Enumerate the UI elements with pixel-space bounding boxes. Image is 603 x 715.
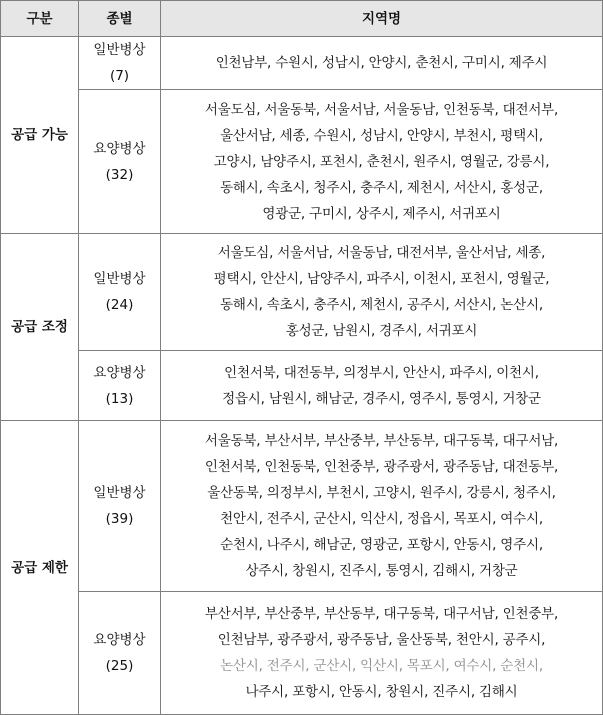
region-line: 인천남부, 광주광서, 광주동남, 울산동북, 천안시, 공주시,	[217, 632, 546, 649]
category-cell: 공급 가능	[1, 37, 79, 234]
table-row	[1, 90, 603, 234]
type-count: (7)	[109, 68, 130, 85]
type-count: (13)	[105, 390, 134, 407]
table-row	[1, 350, 603, 420]
type-count: (24)	[105, 297, 134, 313]
type-name: 일반병상	[93, 42, 146, 59]
table-row	[1, 234, 603, 351]
region-line: 울산동북, 의정부시, 부천시, 고양시, 원주시, 강릉시, 청주시,	[207, 485, 556, 502]
region-line: 서울동북, 부산서부, 부산중부, 부산동부, 대구동북, 대구서남,	[204, 433, 559, 450]
region-line: 논산시, 전주시, 군산시, 익산시, 목포시, 여수시, 순천시,	[220, 658, 543, 675]
region-line: 동해시, 속초시, 청주시, 충주시, 제천시, 서산시, 홍성군,	[220, 179, 543, 196]
region-line: 순천시, 나주시, 해남군, 영광군, 포항시, 안동시, 영주시,	[220, 537, 543, 554]
region-line: 동해시, 속초시, 충주시, 제천시, 공주시, 서산시, 논산시,	[220, 297, 543, 313]
type-name: 요양병상	[93, 632, 146, 649]
type-cell	[79, 37, 161, 90]
region-line: 나주시, 포항시, 안동시, 창원시, 진주시, 김해시	[245, 684, 518, 701]
table-row	[1, 37, 603, 90]
regions-cell	[161, 592, 603, 715]
type-name: 요양병상	[93, 140, 146, 157]
type-count: (25)	[105, 658, 134, 675]
type-name: 일반병상	[93, 271, 146, 287]
region-line: 서울도심, 서울서남, 서울동남, 대전서부, 울산서남, 세종,	[217, 245, 546, 261]
region-line: 상주시, 창원시, 진주시, 통영시, 김해시, 거창군	[245, 563, 518, 580]
category-cell: 공급 제한	[1, 421, 79, 715]
region-line: 인천서북, 대전동부, 의정부시, 안산시, 파주시, 이천시,	[224, 364, 539, 381]
region-line: 서울도심, 서울동북, 서울서남, 서울동남, 인천동북, 대전서부,	[204, 101, 559, 118]
region-line: 홍성군, 남원시, 경주시, 서귀포시	[285, 323, 478, 339]
type-count: (39)	[105, 511, 134, 528]
region-line: 울산서남, 세종, 수원시, 성남시, 안양시, 부천시, 평택시,	[220, 127, 543, 144]
type-cell	[79, 90, 161, 234]
table-header-row	[1, 1, 603, 37]
regions-cell	[161, 421, 603, 592]
type-name: 요양병상	[93, 364, 146, 381]
region-line: 천안시, 전주시, 군산시, 익산시, 정읍시, 목포시, 여수시,	[220, 511, 543, 528]
regions-cell	[161, 350, 603, 420]
type-cell	[79, 234, 161, 351]
region-line: 인천서북, 인천동북, 인천중부, 광주광서, 광주동남, 대전동부,	[204, 459, 559, 476]
region-line: 정읍시, 남원시, 해남군, 경주시, 영주시, 통영시, 거창군	[222, 390, 541, 407]
type-cell	[79, 421, 161, 592]
header-category: 구분	[1, 1, 79, 37]
region-line: 고양시, 남양주시, 포천시, 춘천시, 원주시, 영월군, 강릉시,	[213, 153, 550, 170]
regions-cell	[161, 37, 603, 90]
region-line: 인천남부, 수원시, 성남시, 안양시, 춘천시, 구미시, 제주시	[215, 55, 548, 72]
type-cell	[79, 592, 161, 715]
region-line: 부산서부, 부산중부, 부산동부, 대구동북, 대구서남, 인천중부,	[204, 606, 559, 623]
type-name: 일반병상	[93, 485, 146, 502]
table-row	[1, 592, 603, 715]
region-line: 영광군, 구미시, 상주시, 제주시, 서귀포시	[262, 205, 501, 222]
type-cell	[79, 350, 161, 420]
header-regions: 지역명	[161, 1, 603, 37]
regions-cell	[161, 234, 603, 351]
regions-cell	[161, 90, 603, 234]
region-line: 평택시, 안산시, 남양주시, 파주시, 이천시, 포천시, 영월군,	[213, 271, 550, 287]
table-row	[1, 421, 603, 592]
header-type: 종별	[79, 1, 161, 37]
type-count: (32)	[105, 166, 134, 183]
category-cell: 공급 조정	[1, 234, 79, 421]
